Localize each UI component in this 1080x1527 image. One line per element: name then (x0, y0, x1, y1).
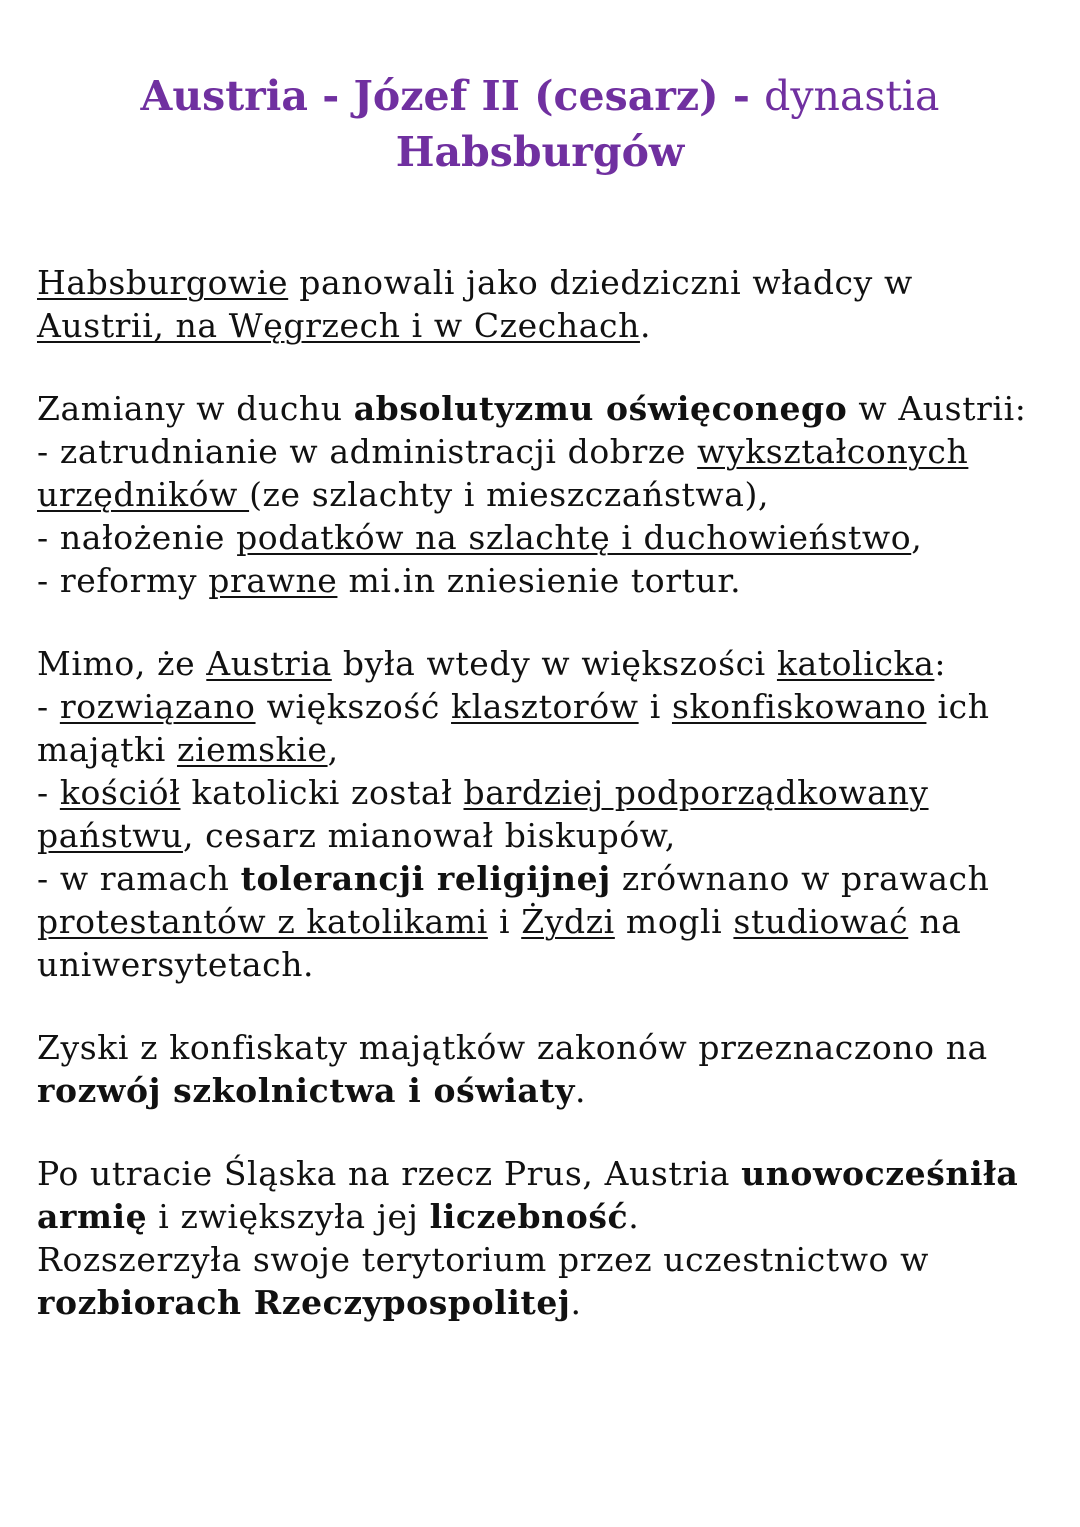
list-item (37, 559, 1057, 602)
text: Rozszerzyła swoje terytorium przez uczestnictwo w (37, 1240, 929, 1279)
list-item (37, 685, 1057, 728)
bold-text: unowocześniła (741, 1154, 1019, 1193)
text: panowali jako dziedziczni władcy w (288, 263, 913, 302)
text: katolicki został (180, 773, 464, 812)
underlined-text: państwu (37, 816, 183, 855)
text: , (327, 730, 339, 769)
underlined-text: bardziej podporządkowany (463, 773, 929, 812)
paragraph-reforms (37, 387, 1057, 602)
text: w Austrii: (847, 389, 1027, 428)
title-line-1 (40, 68, 1040, 124)
underlined-text: prawne (208, 561, 338, 600)
paragraph-education (37, 1026, 1057, 1112)
underlined-text: wykształconych (697, 432, 969, 471)
underlined-text: katolicka (776, 644, 935, 683)
text: , cesarz mianował biskupów, (182, 816, 676, 855)
text: ich (926, 687, 990, 726)
text: na (908, 902, 962, 941)
text: - w ramach (37, 859, 241, 898)
title-separator: - (307, 72, 354, 120)
paragraph-habsburgs (37, 261, 1057, 347)
text: i zwiększyła jej (147, 1197, 430, 1236)
text: . (639, 306, 652, 345)
underlined-text: studiować (733, 902, 909, 941)
text: była wtedy w większości (331, 644, 777, 683)
text: - reformy (37, 561, 209, 600)
text: - (37, 687, 60, 726)
underlined-text: ziemskie (176, 730, 328, 769)
title-dynasty-word: dynastia (764, 72, 940, 120)
text: zrównano w prawach (610, 859, 990, 898)
list-item (37, 516, 1057, 559)
underlined-text: protestantów z katolikami (37, 902, 488, 941)
underlined-text: urzędników (37, 475, 250, 514)
title-line-2 (40, 124, 1040, 180)
text: - nałożenie (37, 518, 237, 557)
underlined-text: Austrii, na Węgrzech i w Czechach (37, 306, 640, 345)
bold-text: tolerancji religijnej (240, 859, 611, 898)
underlined-text: klasztorów (451, 687, 639, 726)
text: i (638, 687, 672, 726)
paragraph-army (37, 1152, 1057, 1324)
text: , (911, 518, 923, 557)
text: (ze szlachty i mieszczaństwa), (249, 475, 770, 514)
title-country: Austria (140, 72, 308, 120)
paragraph-church (37, 642, 1057, 986)
text: - (37, 773, 60, 812)
underlined-text: Żydzi (521, 902, 615, 941)
text: mi.in zniesienie tortur. (337, 561, 742, 600)
text: majątki (37, 730, 177, 769)
title-separator: - (718, 72, 765, 120)
title-ruler: Józef II (cesarz) (353, 72, 719, 120)
text: i (487, 902, 522, 941)
underlined-text: kościół (59, 773, 181, 812)
text: : (934, 644, 947, 683)
text: Mimo, że (37, 644, 207, 683)
bold-text: armię (37, 1197, 148, 1236)
bold-text: rozbiorach Rzeczypospolitej (37, 1283, 571, 1322)
text: mogli (614, 902, 734, 941)
underlined-text: rozwiązano (59, 687, 256, 726)
list-item (37, 430, 1057, 473)
underlined-text: skonfiskowano (671, 687, 927, 726)
text: Zyski z konfiskaty majątków zakonów przeznaczono na (37, 1028, 988, 1067)
title-dynasty-name: Habsburgów (395, 128, 685, 176)
page-title (40, 68, 1040, 180)
underlined-text: Habsburgowie (37, 263, 289, 302)
text: . (628, 1197, 640, 1236)
bold-text: absolutyzmu oświęconego (353, 389, 848, 428)
text: - zatrudnianie w administracji dobrze (37, 432, 698, 471)
text: . (570, 1283, 582, 1322)
list-item (37, 857, 1057, 900)
text: . (575, 1071, 587, 1110)
bold-text: rozwój szkolnictwa i oświaty (37, 1071, 576, 1110)
text: Zamiany w duchu (37, 389, 354, 428)
bold-text: liczebność (429, 1197, 629, 1236)
document-body (37, 261, 1057, 1364)
text: większość (255, 687, 452, 726)
underlined-text: podatków na szlachtę i duchowieństwo (236, 518, 912, 557)
underlined-text: Austria (206, 644, 332, 683)
text: uniwersytetach. (37, 945, 315, 984)
list-item (37, 771, 1057, 814)
text: Po utracie Śląska na rzecz Prus, Austria (37, 1154, 742, 1193)
